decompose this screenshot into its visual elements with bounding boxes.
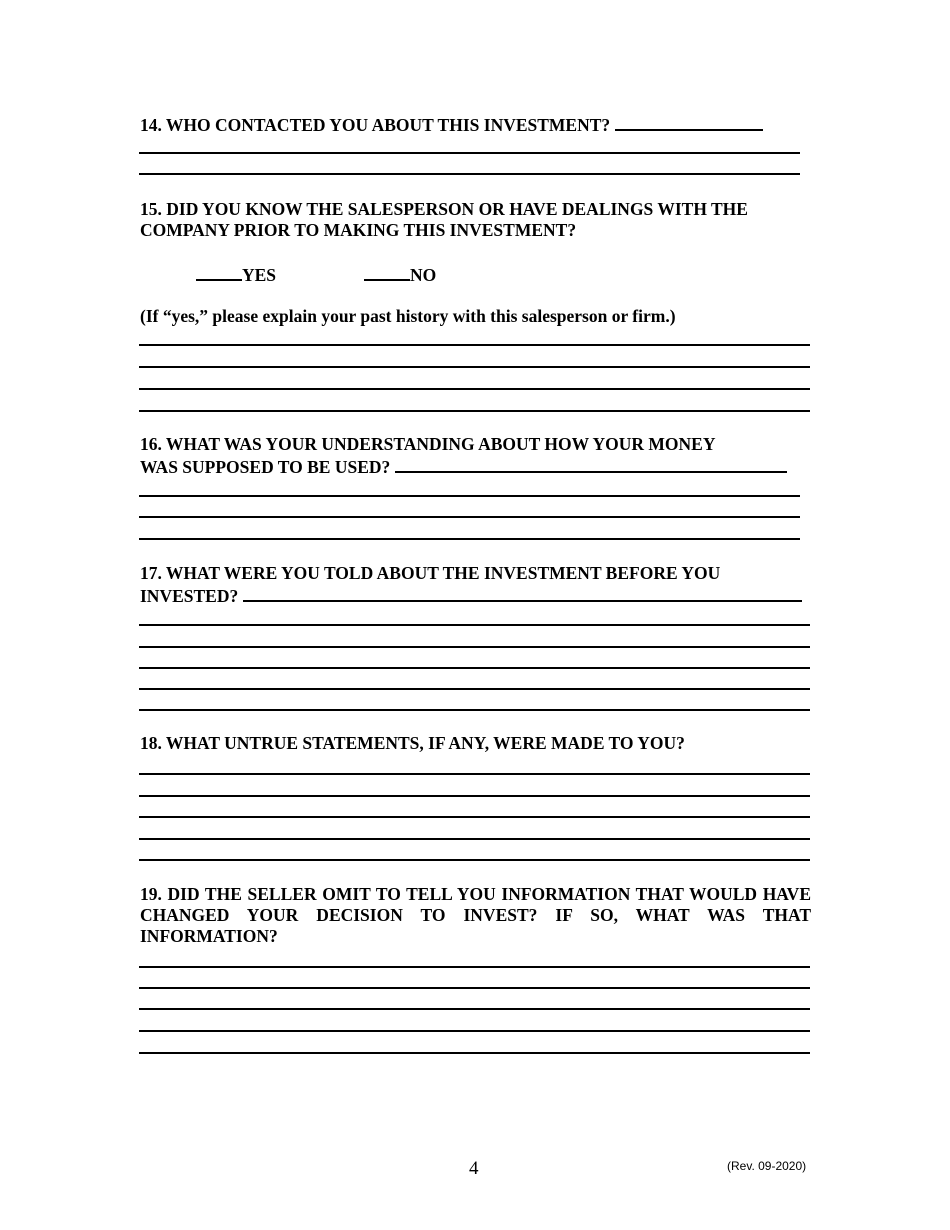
question-17 (140, 563, 802, 607)
question-18-text: 18. WHAT UNTRUE STATEMENTS, IF ANY, WERE MADE TO YOU? (140, 733, 685, 753)
question-15-note: (If “yes,” please explain your past history with this salesperson or firm.) (140, 306, 676, 326)
question-14-blank[interactable] (615, 113, 763, 131)
question-14-text: 14. WHO CONTACTED YOU ABOUT THIS INVESTMENT? (140, 115, 611, 135)
answer-line-16-3[interactable] (139, 538, 800, 540)
answer-line-15-4[interactable] (139, 410, 810, 412)
question-16 (140, 434, 787, 478)
answer-line-16-2[interactable] (139, 516, 800, 518)
answer-line-17-2[interactable] (139, 646, 810, 648)
answer-line-18-2[interactable] (139, 795, 810, 797)
question-19: 19. DID THE SELLER OMIT TO TELL YOU INFORMATION THAT WOULD HAVE CHANGED YOUR DECISION TO INVEST? IF SO, WHAT WAS THAT INFORMATION? (140, 884, 811, 946)
question-18 (140, 733, 685, 754)
answer-line-19-1[interactable] (139, 966, 810, 968)
question-17-line1: 17. WHAT WERE YOU TOLD ABOUT THE INVESTMENT BEFORE YOU (140, 563, 721, 583)
yes-option[interactable] (196, 263, 276, 286)
page-number: 4 (469, 1158, 479, 1179)
answer-line-19-5[interactable] (139, 1052, 810, 1054)
answer-line-17-4[interactable] (139, 688, 810, 690)
answer-line-14-1[interactable] (139, 152, 800, 154)
answer-line-15-3[interactable] (139, 388, 810, 390)
question-15-line1: 15. DID YOU KNOW THE SALESPERSON OR HAVE DEALINGS WITH THE (140, 199, 748, 219)
question-14 (140, 113, 763, 136)
answer-line-19-2[interactable] (139, 987, 810, 989)
question-15-line2: COMPANY PRIOR TO MAKING THIS INVESTMENT? (140, 220, 577, 240)
no-label: NO (410, 265, 437, 285)
yes-blank[interactable] (196, 263, 242, 281)
no-option[interactable] (364, 263, 436, 286)
question-16-line1: 16. WHAT WAS YOUR UNDERSTANDING ABOUT HOW YOUR MONEY (140, 434, 716, 454)
yes-label: YES (242, 265, 277, 285)
no-blank[interactable] (364, 263, 410, 281)
answer-line-15-1[interactable] (139, 344, 810, 346)
answer-line-18-3[interactable] (139, 816, 810, 818)
question-15 (140, 199, 748, 241)
answer-line-17-3[interactable] (139, 667, 810, 669)
answer-line-19-3[interactable] (139, 1008, 810, 1010)
answer-line-16-1[interactable] (139, 495, 800, 497)
answer-line-19-4[interactable] (139, 1030, 810, 1032)
question-17-blank[interactable] (243, 584, 802, 602)
answer-line-18-1[interactable] (139, 773, 810, 775)
question-16-blank[interactable] (395, 455, 787, 473)
answer-line-17-5[interactable] (139, 709, 810, 711)
answer-line-18-4[interactable] (139, 838, 810, 840)
question-16-line2: WAS SUPPOSED TO BE USED? (140, 457, 391, 477)
revision-label: (Rev. 09-2020) (727, 1159, 807, 1173)
question-17-line2: INVESTED? (140, 586, 239, 606)
answer-line-18-5[interactable] (139, 859, 810, 861)
answer-line-17-1[interactable] (139, 624, 810, 626)
answer-line-14-2[interactable] (139, 173, 800, 175)
answer-line-15-2[interactable] (139, 366, 810, 368)
